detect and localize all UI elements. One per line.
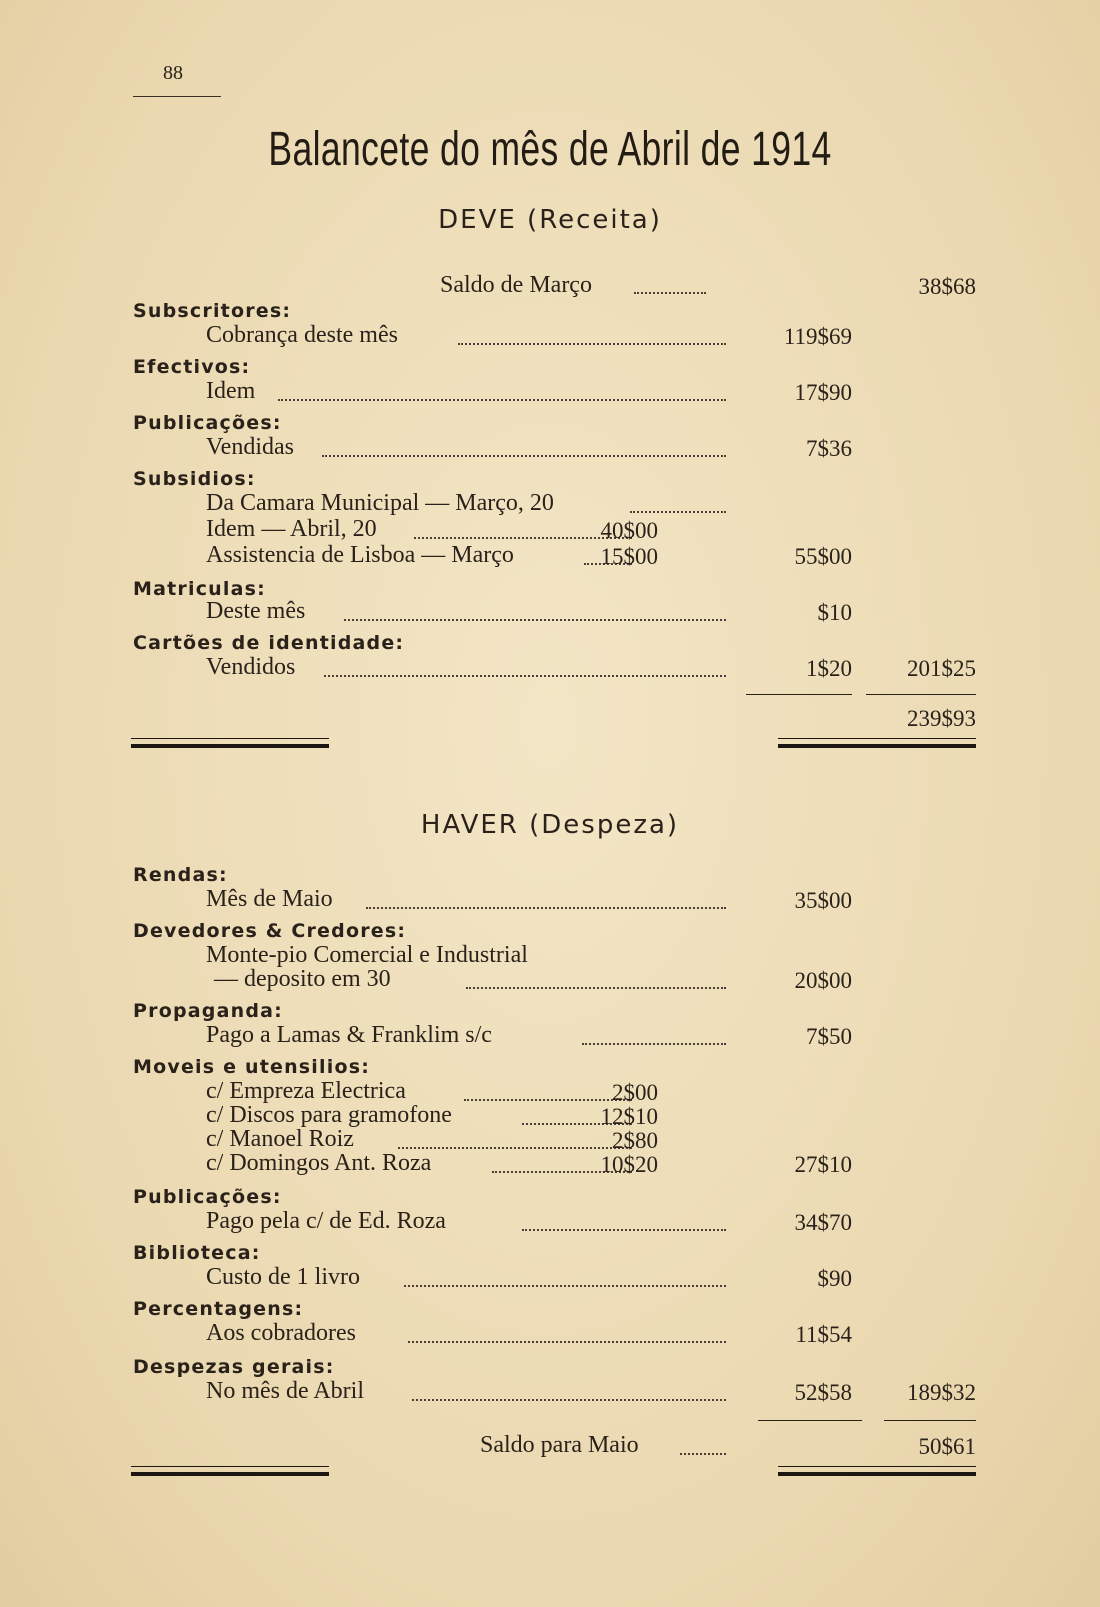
leader-dots bbox=[458, 343, 726, 345]
double-rule-left bbox=[131, 1466, 329, 1467]
leader-dots bbox=[278, 399, 726, 401]
sum-rule bbox=[866, 694, 976, 695]
item-manoel-roiz: c/ Manoel Roiz bbox=[206, 1126, 354, 1152]
leader-dots bbox=[680, 1453, 726, 1455]
value-cartoes: 1$20 bbox=[806, 656, 852, 681]
item-vendidas: Vendidas bbox=[206, 434, 294, 460]
double-rule-right bbox=[778, 1472, 976, 1476]
item-deposito: — deposito em 30 bbox=[214, 966, 391, 992]
category-moveis: Moveis e utensilios: bbox=[133, 1056, 370, 1078]
value-deve-subtotal: 201$25 bbox=[907, 656, 976, 681]
page-number: 88 bbox=[163, 62, 183, 84]
sum-rule bbox=[746, 694, 852, 695]
haver-heading: HAVER (Despeza) bbox=[420, 810, 680, 840]
category-rendas: Rendas: bbox=[133, 864, 228, 886]
item-cobranca: Cobrança deste mês bbox=[206, 322, 398, 348]
value-cobranca: 119$69 bbox=[783, 324, 852, 349]
category-devedores: Devedores & Credores: bbox=[133, 920, 407, 942]
item-lamas-franklim: Pago a Lamas & Franklim s/c bbox=[206, 1022, 492, 1048]
value-deve-total: 239$93 bbox=[907, 706, 976, 731]
item-discos-gramofone: c/ Discos para gramofone bbox=[206, 1102, 452, 1128]
value-subsidios-total: 55$00 bbox=[794, 544, 852, 569]
value-propaganda: 7$50 bbox=[806, 1024, 852, 1049]
item-deste-mes: Deste mês bbox=[206, 598, 306, 624]
item-idem-abril: Idem — Abril, 20 bbox=[206, 516, 377, 542]
value-assistencia-lisboa: 15$00 bbox=[600, 544, 658, 569]
category-biblioteca: Biblioteca: bbox=[133, 1242, 261, 1264]
category-publicacoes: Publicações: bbox=[133, 412, 282, 434]
item-livro: Custo de 1 livro bbox=[206, 1264, 360, 1290]
value-vendidas: 7$36 bbox=[806, 436, 852, 461]
leader-dots bbox=[408, 1341, 726, 1343]
leader-dots bbox=[630, 511, 726, 513]
value-discos-gramofone: 12$10 bbox=[600, 1104, 658, 1129]
value-matriculas: $10 bbox=[817, 600, 852, 625]
value-domingos-roza: 10$20 bbox=[600, 1152, 658, 1177]
category-despezas: Despezas gerais: bbox=[133, 1356, 335, 1378]
category-cartoes: Cartões de identidade: bbox=[133, 632, 405, 654]
category-subscritores: Subscritores: bbox=[133, 300, 292, 322]
category-publicacoes-haver: Publicações: bbox=[133, 1186, 282, 1208]
value-publicacoes-haver: 34$70 bbox=[794, 1210, 852, 1235]
value-empreza-electrica: 2$00 bbox=[612, 1080, 658, 1105]
item-empreza-electrica: c/ Empreza Electrica bbox=[206, 1078, 406, 1104]
item-mes-maio: Mês de Maio bbox=[206, 886, 333, 912]
value-haver-subtotal: 189$32 bbox=[907, 1380, 976, 1405]
leader-dots bbox=[466, 987, 726, 989]
item-camara-municipal: Da Camara Municipal — Março, 20 bbox=[206, 490, 554, 516]
leader-dots bbox=[634, 292, 706, 294]
leader-dots bbox=[522, 1229, 726, 1231]
leader-dots bbox=[366, 907, 726, 909]
category-matriculas: Matriculas: bbox=[133, 578, 266, 600]
item-assistencia-lisboa: Assistencia de Lisboa — Março bbox=[206, 542, 514, 568]
leader-dots bbox=[324, 675, 726, 677]
value-idem-abril: 40$00 bbox=[600, 518, 658, 543]
value-biblioteca: $90 bbox=[817, 1266, 852, 1291]
category-efectivos: Efectivos: bbox=[133, 356, 251, 378]
item-vendidos: Vendidos bbox=[206, 654, 296, 680]
double-rule-left bbox=[131, 738, 329, 739]
item-cobradores: Aos cobradores bbox=[206, 1320, 356, 1346]
value-despezas: 52$58 bbox=[794, 1380, 852, 1405]
page-title: Balancete do mês de Abril de 1914 bbox=[268, 123, 832, 176]
deve-saldo-value: 38$68 bbox=[918, 274, 976, 299]
sum-rule bbox=[758, 1420, 862, 1421]
double-rule-left bbox=[131, 744, 329, 748]
page-number-rule bbox=[133, 96, 221, 97]
value-devedores: 20$00 bbox=[794, 968, 852, 993]
item-mes-abril: No mês de Abril bbox=[206, 1378, 364, 1404]
item-idem: Idem bbox=[206, 378, 256, 404]
leader-dots bbox=[322, 455, 726, 457]
item-domingos-roza: c/ Domingos Ant. Roza bbox=[206, 1150, 432, 1176]
leader-dots bbox=[404, 1285, 726, 1287]
saldo-maio-label: Saldo para Maio bbox=[480, 1432, 639, 1458]
double-rule-right bbox=[778, 744, 976, 748]
value-efectivos: 17$90 bbox=[794, 380, 852, 405]
double-rule-right bbox=[778, 1466, 976, 1467]
category-percentagens: Percentagens: bbox=[133, 1298, 304, 1320]
deve-saldo-label: Saldo de Março bbox=[440, 272, 592, 298]
item-monte-pio: Monte-pio Comercial e Industrial bbox=[206, 942, 528, 968]
deve-heading: DEVE (Receita) bbox=[438, 205, 662, 235]
category-subsidios: Subsidios: bbox=[133, 468, 256, 490]
leader-dots bbox=[344, 619, 726, 621]
item-ed-roza: Pago pela c/ de Ed. Roza bbox=[206, 1208, 446, 1234]
category-propaganda: Propaganda: bbox=[133, 1000, 283, 1022]
double-rule-left bbox=[131, 1472, 329, 1476]
value-rendas: 35$00 bbox=[794, 888, 852, 913]
sum-rule bbox=[884, 1420, 976, 1421]
saldo-maio-value: 50$61 bbox=[918, 1434, 976, 1459]
double-rule-right bbox=[778, 738, 976, 739]
value-manoel-roiz: 2$80 bbox=[612, 1128, 658, 1153]
leader-dots bbox=[582, 1043, 726, 1045]
value-percentagens: 11$54 bbox=[795, 1322, 852, 1347]
leader-dots bbox=[412, 1399, 726, 1401]
value-moveis-total: 27$10 bbox=[794, 1152, 852, 1177]
